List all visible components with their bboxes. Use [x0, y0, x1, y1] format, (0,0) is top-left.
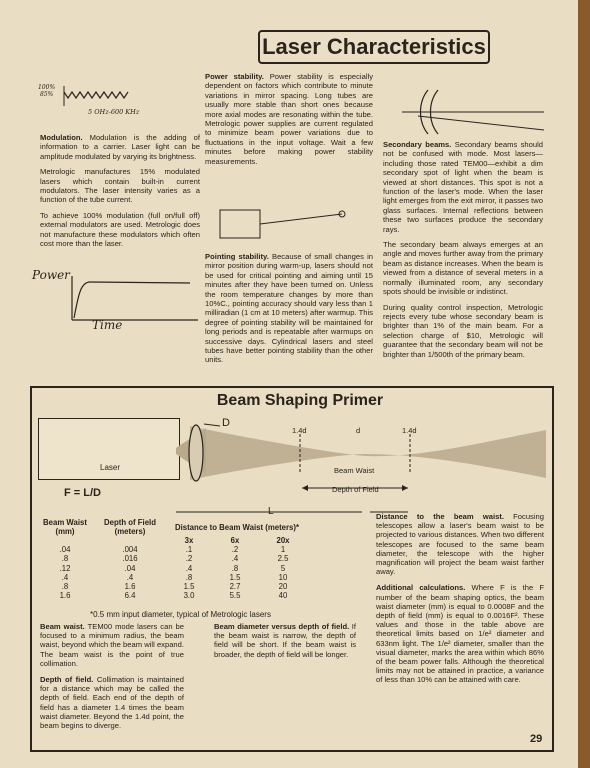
pointing-stability-column: [205, 252, 373, 371]
table-row: 1.6 6.4 3.0 5.5 40: [59, 591, 288, 601]
beam-diameter-para: Beam diameter versus depth of field. If the beam waist is narrow, the depth of field will be short. If the beam waist is broader, the depth of field will be longer.: [214, 622, 356, 659]
col-20x: 20x: [276, 536, 290, 545]
col-beam-waist: Beam Waist (mm): [43, 518, 87, 536]
beam-waist-para: Beam waist. TEM00 mode lasers can be focused to a minimum radius, the beam waist, beyond which the beam will expand. The beam waist is the point of true collimation.: [40, 622, 184, 668]
table-row: .8 .016 .2 .4 2.5: [61, 554, 289, 564]
mod-freq-label: 5 OHz-600 KHz: [88, 108, 140, 116]
secondary-beam-figure: [398, 84, 548, 140]
secondary-para-2: The secondary beam always emerges at an angle and moves further away from the primary beam as distance increases. When the beam is viewed from a distance of several meters in a normally illuminated room, any secondary spots should be invisible or indistinct.: [383, 240, 543, 297]
beam-waist-table: [36, 518, 308, 601]
d14-left-label: 1.4d: [292, 426, 307, 435]
table-row: .12 .04 .4 .8 5: [59, 563, 286, 573]
modulation-column: [40, 133, 200, 254]
power-axis-label: Power: [32, 268, 70, 282]
length-l-label: L: [268, 506, 274, 517]
time-axis-label: Time: [92, 318, 123, 332]
d-mid-label: d: [356, 426, 361, 435]
depth-of-field-para: Depth of field. Collimation is maintained for a distance which may be called the depth of field. Each end of the depth of field has a diameter 1.4 times the beam waist diameter. Beyond the 1.4d point, the beam begins to diverge.: [40, 675, 184, 731]
modulation-para-3: To achieve 100% modulation (full on/full off) external modulators are used. Metrologic does not manufacture these modulators which often cost more than the laser.: [40, 210, 200, 249]
pointing-figure: [214, 196, 354, 246]
col-3x: 3x: [184, 536, 194, 545]
d14-right-label: 1.4d: [402, 426, 417, 435]
mod-y-low-label: 85%: [40, 91, 54, 98]
primer-mid-column: [214, 622, 356, 666]
secondary-beams-column: [383, 140, 543, 365]
binding-edge: [578, 0, 590, 768]
power-stability-column: [205, 72, 373, 172]
modulation-para-1: Modulation. Modulation is the adding of information to a carrier. Laser light can be amplitude modulated by varying its brightness.: [40, 133, 200, 161]
primer-left-column: [40, 622, 184, 737]
distance-para: Distance to the beam waist. Focusing telescopes allow a laser's beam waist to be projected to various distances. When two different telescopes are focused to the same beam diameter, the telescope with the higher magnification will project the beam waist farther away.: [376, 512, 544, 577]
primer-right-column: [376, 512, 544, 692]
modulation-para-2: Metrologic manufactures 15% modulated lasers which contain built-in current modulators. The laser intensity varies as a function of the tube current.: [40, 167, 200, 205]
mod-y-top-label: 100%: [38, 84, 56, 91]
page-title: Laser Characteristics: [258, 30, 490, 64]
table-row: .8 1.6 1.5 2.7 20: [61, 582, 288, 592]
table-row: .04 .004 .1 .2 1: [59, 545, 286, 554]
laser-label: Laser: [100, 463, 121, 472]
col-distance: Distance to Beam Waist (meters)*: [174, 522, 300, 532]
col-depth-of-field: Depth of Field (meters): [104, 518, 156, 536]
power-stability-para: Power stability. Power stability is especially dependent on factors which contribute to minute variations in mirror spacing. Long tubes are usually more stable than short ones because more axial modes are resonating within the tube. Metrologic power supplies are current regulated to minimize beam power variations due to fluctuations in the input voltage. Wait a few minutes before making power stability measurements.: [205, 72, 373, 166]
secondary-para-3: During quality control inspection, Metrologic rejects every tube whose secondary beam is brighter than 1% of the main beam. For a selection charge of $10, Metrologic will guarantee that the secondary beam will not be brighter than 1/500th of the primary beam.: [383, 302, 543, 359]
f-number-formula: F = L/D: [64, 487, 101, 499]
depth-of-field-label: Depth of Field: [332, 485, 379, 494]
page-number: 29: [530, 733, 543, 745]
beam-waist-label: Beam Waist: [334, 466, 375, 475]
secondary-para-1: Secondary beams. Secondary beams should not be confused with mode. Most lasers—including those rated TEM00—exhibit a dim secondary spot of light when the beam is viewed at short distances. This spot is not a function of the laser's mode. When the laser light emerges from the exit mirror, it passes two glass surfaces. Internal reflections between these two surfaces produce the secondary rays.: [383, 140, 544, 234]
primer-title: Beam Shaping Primer: [210, 392, 390, 410]
table-footnote: *0.5 mm input diameter, typical of Metrologic lasers: [90, 610, 271, 619]
pointing-stability-para: Pointing stability. Because of small changes in mirror position during warm-up, lasers should not be used for critical pointing and aiming until 15 minutes after they have been turned on. Unless the room temperature changes by more than 10%C., pointing accuracy should vary less than 1 milliradian (1 cm at 10 meters) after warmup. This degree of pointing stability will be maintained for long periods and is repeatable after warmups on successive days. Cylindrical lasers and steel tubes have better pointing stability than the other units.: [205, 252, 374, 365]
diameter-d-label: D: [222, 417, 230, 429]
additional-para: Additional calculations. Where F is the F number of the beam shaping optics, the beam waist diameter (mm) is equal to 0.0008F and the depth of field (mm) is equal to 0.0016F². These values and those in the table above are theoretical limits based on 1/e² diameter and 633nm light. The 1/e² diameter, smaller than the visual diameter, marks the area within which 86% of the beam power falls. Although the theoretical limits may not be attained in practice, a variance of less than 10% can be attained with care.: [376, 583, 545, 685]
col-6x: 6x: [230, 536, 240, 545]
table-row: .4 .4 .8 1.5 10: [61, 572, 288, 582]
